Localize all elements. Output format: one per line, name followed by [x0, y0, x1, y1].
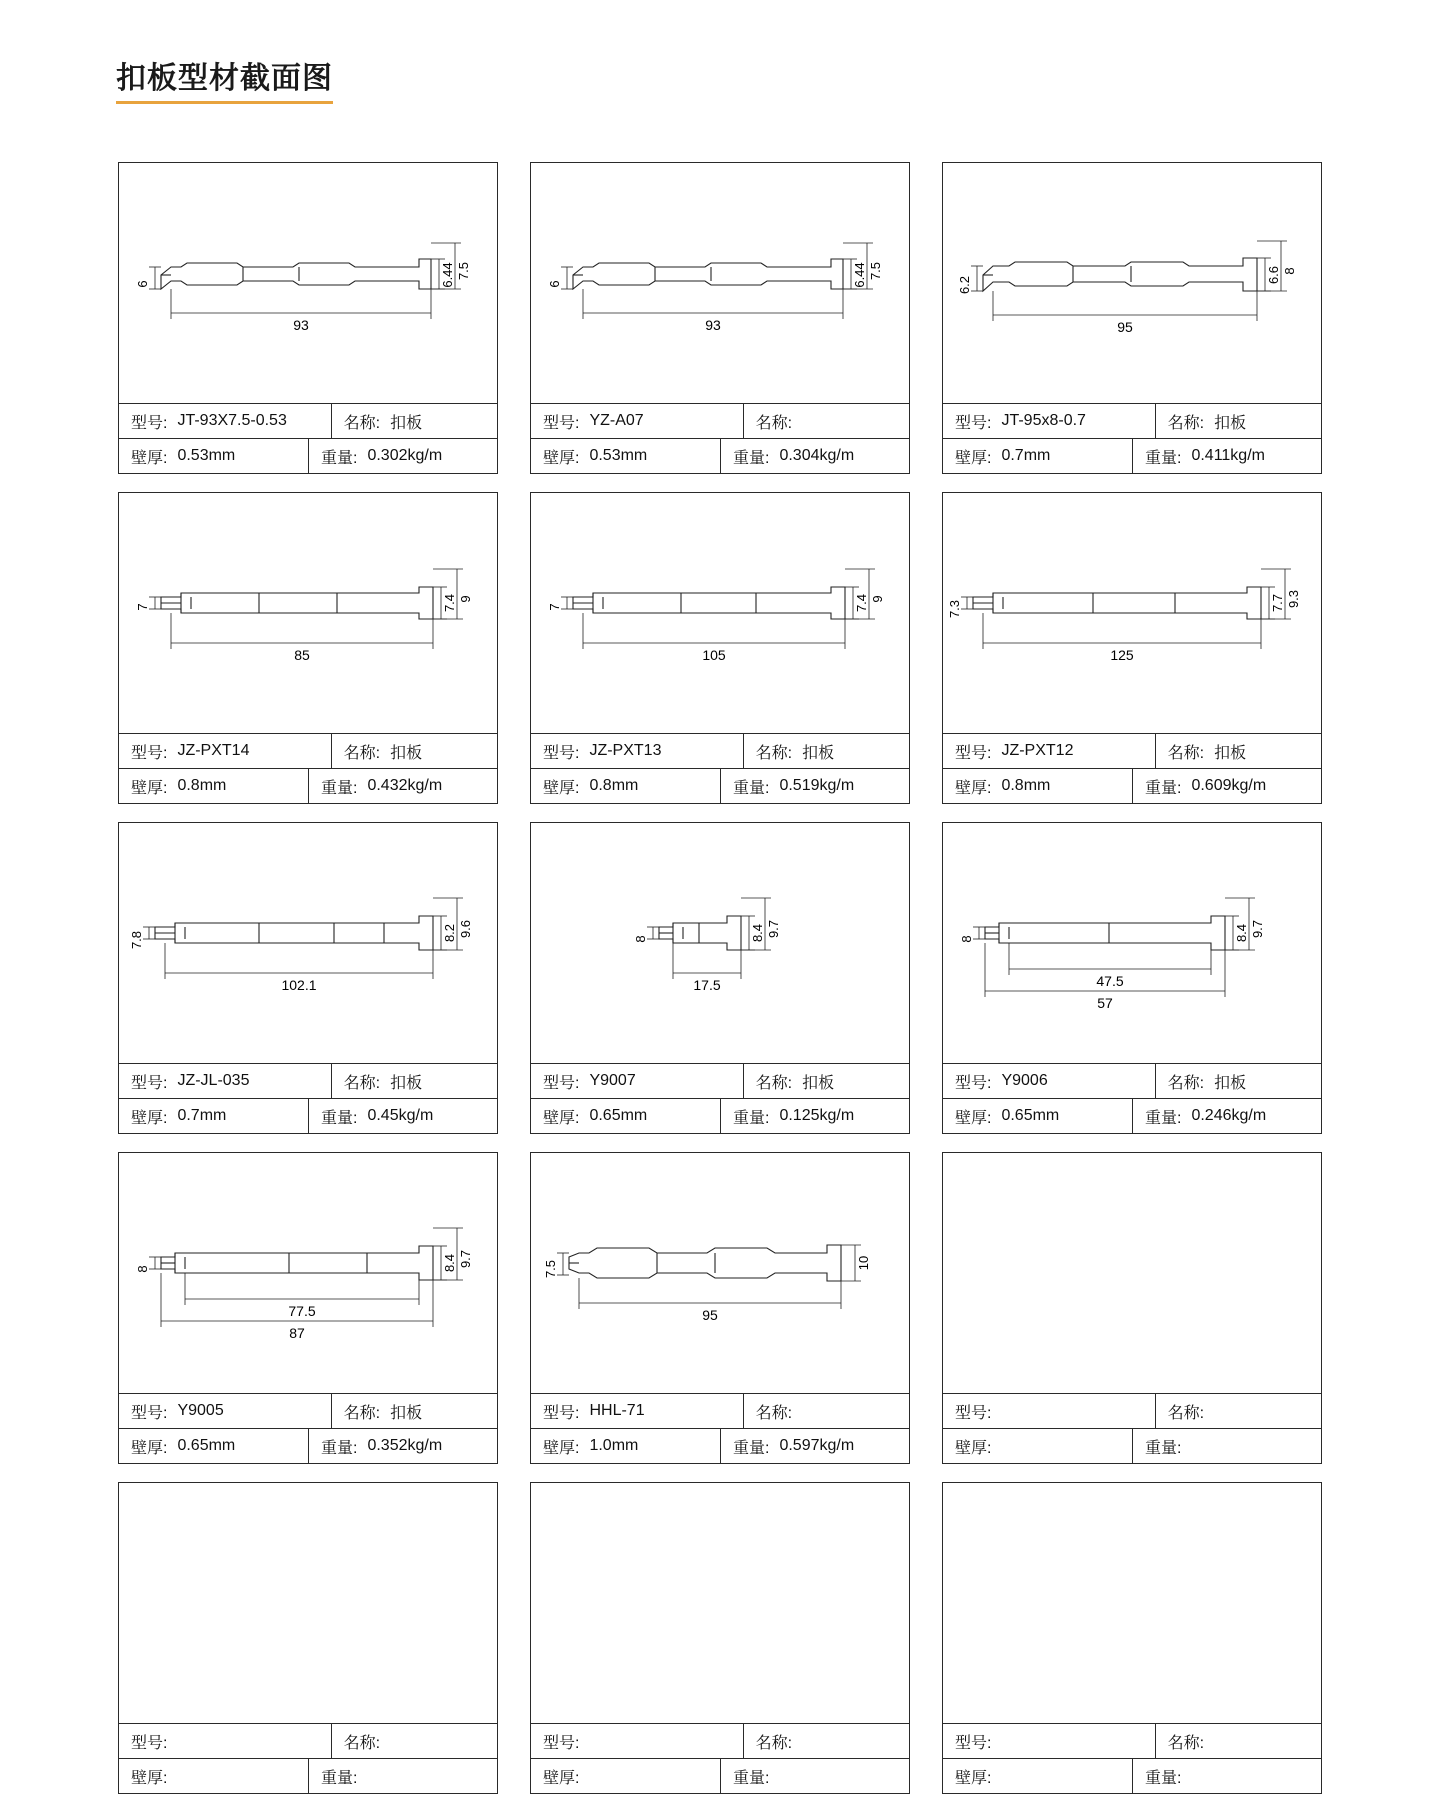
cross-section-drawing — [943, 493, 1321, 733]
name-value: 扣板 — [390, 1074, 423, 1092]
weight-value: 0.609kg/m — [1191, 777, 1267, 794]
dim-right-height-1: 7.7 — [1270, 593, 1285, 613]
profile-card — [118, 822, 498, 1134]
card-info-row — [119, 733, 497, 768]
dim-right-height-2: 9.7 — [766, 919, 781, 939]
name-label: 名称: — [1167, 744, 1205, 762]
model-cell — [943, 404, 1155, 438]
weight-cell — [1132, 439, 1321, 473]
card-info-row — [119, 403, 497, 438]
weight-cell — [1132, 769, 1321, 803]
dim-width-outer: 87 — [289, 1325, 305, 1341]
name-label: 名称: — [755, 1734, 793, 1752]
weight-label: 重量: — [321, 779, 358, 797]
weight-label: 重量: — [733, 449, 770, 467]
name-label: 名称: — [1167, 414, 1205, 432]
name-cell — [743, 1394, 909, 1428]
model-value: JT-95x8-0.7 — [1001, 412, 1086, 429]
card-info-row — [531, 403, 909, 438]
model-value: HHL-71 — [589, 1402, 645, 1419]
dim-width: 125 — [1110, 647, 1134, 663]
name-label: 名称: — [343, 414, 381, 432]
thickness-cell — [531, 1429, 720, 1463]
thickness-value: 1.0mm — [589, 1437, 639, 1454]
card-info-row — [119, 1723, 497, 1758]
card-info-row — [943, 403, 1321, 438]
card-spec-row — [119, 768, 497, 803]
name-value: 扣板 — [1214, 1074, 1247, 1092]
thickness-cell — [943, 1759, 1132, 1793]
name-label: 名称: — [1167, 1734, 1205, 1752]
card-spec-row — [943, 768, 1321, 803]
weight-cell — [308, 769, 497, 803]
thickness-label: 壁厚: — [543, 779, 580, 797]
model-label: 型号: — [131, 1404, 168, 1422]
thickness-value: 0.53mm — [177, 447, 236, 464]
name-label: 名称: — [343, 744, 381, 762]
name-cell — [743, 734, 909, 768]
cross-section-drawing — [119, 493, 497, 733]
card-spec-row — [119, 1098, 497, 1133]
weight-value: 0.246kg/m — [1191, 1107, 1267, 1124]
card-spec-row — [531, 1098, 909, 1133]
cross-section-drawing — [119, 1153, 497, 1393]
model-cell — [531, 404, 743, 438]
dim-width: 93 — [293, 317, 309, 333]
name-cell — [743, 1724, 909, 1758]
thickness-value: 0.7mm — [1001, 447, 1051, 464]
model-label: 型号: — [131, 744, 168, 762]
thickness-value: 0.8mm — [589, 777, 639, 794]
thickness-label: 壁厚: — [543, 449, 580, 467]
thickness-value: 0.65mm — [589, 1107, 648, 1124]
card-spec-row — [531, 1758, 909, 1793]
model-value: Y9005 — [177, 1402, 224, 1419]
weight-cell — [720, 1429, 909, 1463]
weight-cell — [720, 1759, 909, 1793]
weight-value: 0.302kg/m — [367, 447, 443, 464]
name-label: 名称: — [343, 1404, 381, 1422]
model-value: JT-93X7.5-0.53 — [177, 412, 287, 429]
name-label: 名称: — [1167, 1404, 1205, 1422]
name-value: 扣板 — [802, 1074, 835, 1092]
weight-cell — [1132, 1429, 1321, 1463]
card-spec-row — [531, 438, 909, 473]
weight-cell — [308, 1759, 497, 1793]
profile-card — [530, 822, 910, 1134]
model-label: 型号: — [131, 414, 168, 432]
weight-value: 0.125kg/m — [779, 1107, 855, 1124]
thickness-label: 壁厚: — [131, 1109, 168, 1127]
card-info-row — [943, 1393, 1321, 1428]
thickness-label: 壁厚: — [955, 449, 992, 467]
model-cell — [531, 1724, 743, 1758]
card-spec-row — [943, 1428, 1321, 1463]
card-info-row — [531, 1723, 909, 1758]
name-label: 名称: — [755, 744, 793, 762]
profile-card — [942, 822, 1322, 1134]
name-cell — [331, 404, 497, 438]
card-spec-row — [531, 768, 909, 803]
dim-left-height: 6 — [135, 280, 150, 288]
dim-width: 93 — [705, 317, 721, 333]
name-cell — [331, 1394, 497, 1428]
weight-label: 重量: — [1145, 1109, 1182, 1127]
card-spec-row — [119, 438, 497, 473]
thickness-cell — [943, 1099, 1132, 1133]
profile-card — [942, 162, 1322, 474]
model-cell — [531, 1394, 743, 1428]
weight-cell — [1132, 1759, 1321, 1793]
name-label: 名称: — [755, 1074, 793, 1092]
model-label: 型号: — [955, 414, 992, 432]
name-cell — [331, 734, 497, 768]
thickness-label: 壁厚: — [955, 779, 992, 797]
dim-right-height-1: 8.4 — [1234, 923, 1249, 943]
weight-value: 0.411kg/m — [1191, 447, 1265, 464]
thickness-label: 壁厚: — [131, 449, 168, 467]
dim-width: 102.1 — [281, 977, 317, 993]
thickness-cell — [119, 1429, 308, 1463]
thickness-value: 0.53mm — [589, 447, 648, 464]
dim-right-height-1: 6.6 — [1266, 265, 1281, 285]
card-spec-row — [943, 1758, 1321, 1793]
cross-section-drawing — [119, 823, 497, 1063]
thickness-cell — [943, 769, 1132, 803]
weight-value: 0.597kg/m — [779, 1437, 855, 1454]
name-value: 扣板 — [1214, 744, 1247, 762]
weight-cell — [720, 769, 909, 803]
dim-right-height-1: 8.2 — [442, 923, 457, 943]
model-value: JZ-PXT13 — [589, 742, 662, 759]
card-info-row — [531, 733, 909, 768]
model-label: 型号: — [543, 1404, 580, 1422]
dim-left-height: 6 — [547, 280, 562, 288]
thickness-value: 0.65mm — [1001, 1107, 1060, 1124]
dim-right-height-2: 9.3 — [1286, 589, 1301, 609]
weight-cell — [308, 439, 497, 473]
name-value: 扣板 — [390, 1404, 423, 1422]
cross-section-drawing-empty — [119, 1483, 497, 1723]
name-cell — [743, 1064, 909, 1098]
weight-label: 重量: — [733, 779, 770, 797]
name-label: 名称: — [755, 414, 793, 432]
model-label: 型号: — [543, 1734, 580, 1752]
card-spec-row — [531, 1428, 909, 1463]
thickness-cell — [531, 439, 720, 473]
thickness-cell — [531, 1099, 720, 1133]
card-info-row — [943, 733, 1321, 768]
dim-left-height: 7 — [135, 603, 150, 611]
dim-left-height: 7.3 — [947, 599, 962, 619]
thickness-cell — [119, 1759, 308, 1793]
model-cell — [119, 1724, 331, 1758]
profile-card — [530, 1152, 910, 1464]
dim-width-outer: 57 — [1097, 995, 1113, 1011]
card-spec-row — [119, 1428, 497, 1463]
dim-left-height: 7.8 — [129, 930, 144, 950]
dim-left-height: 7.5 — [543, 1259, 558, 1279]
name-cell — [1155, 404, 1321, 438]
model-cell — [531, 1064, 743, 1098]
dim-width: 95 — [1117, 319, 1133, 335]
dim-right-height-1: 6.44 — [852, 262, 867, 288]
name-value: 扣板 — [1214, 414, 1247, 432]
model-label: 型号: — [543, 1074, 580, 1092]
card-info-row — [531, 1393, 909, 1428]
profile-card-grid — [118, 162, 1330, 1794]
dim-width: 17.5 — [693, 977, 721, 993]
model-label: 型号: — [543, 744, 580, 762]
weight-cell — [1132, 1099, 1321, 1133]
name-cell — [1155, 1064, 1321, 1098]
model-label: 型号: — [131, 1074, 168, 1092]
card-spec-row — [943, 1098, 1321, 1133]
weight-cell — [308, 1099, 497, 1133]
thickness-value: 0.65mm — [177, 1437, 236, 1454]
weight-label: 重量: — [1145, 779, 1182, 797]
dim-right-height-2: 7.5 — [456, 261, 471, 281]
thickness-label: 壁厚: — [955, 1109, 992, 1127]
card-spec-row — [943, 438, 1321, 473]
model-cell — [119, 404, 331, 438]
dim-left-height: 7 — [547, 603, 562, 611]
dim-width: 85 — [294, 647, 310, 663]
name-label: 名称: — [343, 1734, 381, 1752]
name-value: 扣板 — [802, 744, 835, 762]
profile-card — [530, 492, 910, 804]
weight-label: 重量: — [733, 1439, 770, 1457]
weight-cell — [720, 439, 909, 473]
name-cell — [1155, 734, 1321, 768]
model-value: JZ-JL-035 — [177, 1072, 250, 1089]
weight-label: 重量: — [1145, 449, 1182, 467]
thickness-label: 壁厚: — [543, 1109, 580, 1127]
model-value: Y9006 — [1001, 1072, 1048, 1089]
name-label: 名称: — [755, 1404, 793, 1422]
cross-section-drawing-empty — [943, 1153, 1321, 1393]
profile-card-empty — [942, 1482, 1322, 1794]
dim-right-height-2: 8 — [1282, 267, 1297, 275]
cross-section-drawing — [531, 823, 909, 1063]
profile-card-empty — [118, 1482, 498, 1794]
profile-card — [118, 1152, 498, 1464]
model-label: 型号: — [955, 1074, 992, 1092]
cross-section-drawing — [531, 1153, 909, 1393]
name-label: 名称: — [343, 1074, 381, 1092]
name-cell — [1155, 1394, 1321, 1428]
model-cell — [943, 1394, 1155, 1428]
dim-width: 105 — [702, 647, 726, 663]
thickness-value: 0.7mm — [177, 1107, 227, 1124]
card-spec-row — [119, 1758, 497, 1793]
dim-width-inner: 77.5 — [288, 1303, 316, 1319]
name-label: 名称: — [1167, 1074, 1205, 1092]
thickness-label: 壁厚: — [955, 1769, 992, 1787]
card-info-row — [943, 1063, 1321, 1098]
model-value: YZ-A07 — [589, 412, 644, 429]
thickness-cell — [119, 439, 308, 473]
model-label: 型号: — [955, 744, 992, 762]
name-value: 扣板 — [390, 744, 423, 762]
model-cell — [119, 734, 331, 768]
dim-right-height-2: 7.5 — [868, 261, 883, 281]
thickness-value: 0.8mm — [1001, 777, 1051, 794]
thickness-cell — [943, 1429, 1132, 1463]
dim-right-height-2: 9.7 — [1250, 919, 1265, 939]
card-info-row — [119, 1063, 497, 1098]
dim-right-height-1: 8.4 — [750, 923, 765, 943]
thickness-label: 壁厚: — [543, 1439, 580, 1457]
dim-right-height-2: 9 — [458, 595, 473, 603]
cross-section-drawing — [943, 823, 1321, 1063]
weight-cell — [308, 1429, 497, 1463]
name-cell — [331, 1064, 497, 1098]
thickness-label: 壁厚: — [131, 1439, 168, 1457]
dim-left-height: 8 — [135, 1265, 150, 1273]
profile-card — [118, 162, 498, 474]
model-value: JZ-PXT12 — [1001, 742, 1074, 759]
name-value: 扣板 — [390, 414, 423, 432]
dim-right-height-1: 7.4 — [442, 593, 457, 613]
dim-width-inner: 47.5 — [1096, 973, 1124, 989]
dim-right-height-1: 8.4 — [442, 1253, 457, 1273]
weight-value: 0.432kg/m — [367, 777, 443, 794]
model-value: Y9007 — [589, 1072, 636, 1089]
weight-label: 重量: — [733, 1769, 770, 1787]
dim-left-height: 6.2 — [957, 275, 972, 295]
cross-section-drawing-empty — [943, 1483, 1321, 1723]
cross-section-drawing — [943, 163, 1321, 403]
profile-card — [530, 162, 910, 474]
card-info-row — [119, 1393, 497, 1428]
model-label: 型号: — [131, 1734, 168, 1752]
model-cell — [119, 1394, 331, 1428]
cross-section-drawing — [531, 163, 909, 403]
dim-right-height-2: 9 — [870, 595, 885, 603]
weight-label: 重量: — [1145, 1769, 1182, 1787]
model-cell — [943, 734, 1155, 768]
weight-label: 重量: — [1145, 1439, 1182, 1457]
dim-right-height-1: 6.44 — [440, 262, 455, 288]
model-label: 型号: — [543, 414, 580, 432]
cross-section-drawing — [531, 493, 909, 733]
dim-width: 95 — [702, 1307, 718, 1323]
dim-right-height-1: 7.4 — [854, 593, 869, 613]
model-cell — [943, 1724, 1155, 1758]
profile-card-empty — [530, 1482, 910, 1794]
dim-left-height: 8 — [959, 935, 974, 943]
thickness-cell — [943, 439, 1132, 473]
thickness-label: 壁厚: — [131, 779, 168, 797]
dim-right-height-2: 10 — [856, 1255, 871, 1271]
weight-label: 重量: — [321, 1769, 358, 1787]
cross-section-drawing-empty — [531, 1483, 909, 1723]
dim-left-height: 8 — [633, 935, 648, 943]
weight-value: 0.352kg/m — [367, 1437, 443, 1454]
weight-label: 重量: — [321, 1439, 358, 1457]
thickness-label: 壁厚: — [543, 1769, 580, 1787]
model-label: 型号: — [955, 1404, 992, 1422]
name-cell — [1155, 1724, 1321, 1758]
thickness-cell — [531, 769, 720, 803]
name-cell — [331, 1724, 497, 1758]
cross-section-drawing — [119, 163, 497, 403]
weight-value: 0.304kg/m — [779, 447, 855, 464]
model-label: 型号: — [955, 1734, 992, 1752]
name-cell — [743, 404, 909, 438]
thickness-cell — [119, 1099, 308, 1133]
dim-right-height-2: 9.6 — [458, 919, 473, 939]
thickness-cell — [531, 1759, 720, 1793]
weight-value: 0.45kg/m — [367, 1107, 434, 1124]
weight-value: 0.519kg/m — [779, 777, 855, 794]
page-title: 扣板型材截面图 — [116, 62, 333, 104]
model-value: JZ-PXT14 — [177, 742, 250, 759]
weight-cell — [720, 1099, 909, 1133]
weight-label: 重量: — [321, 1109, 358, 1127]
thickness-label: 壁厚: — [131, 1769, 168, 1787]
profile-card — [942, 492, 1322, 804]
thickness-cell — [119, 769, 308, 803]
weight-label: 重量: — [733, 1109, 770, 1127]
model-cell — [531, 734, 743, 768]
model-cell — [119, 1064, 331, 1098]
weight-label: 重量: — [321, 449, 358, 467]
thickness-value: 0.8mm — [177, 777, 227, 794]
thickness-label: 壁厚: — [955, 1439, 992, 1457]
card-info-row — [943, 1723, 1321, 1758]
card-info-row — [531, 1063, 909, 1098]
model-cell — [943, 1064, 1155, 1098]
profile-card — [118, 492, 498, 804]
dim-right-height-2: 9.7 — [458, 1249, 473, 1269]
profile-card-empty — [942, 1152, 1322, 1464]
